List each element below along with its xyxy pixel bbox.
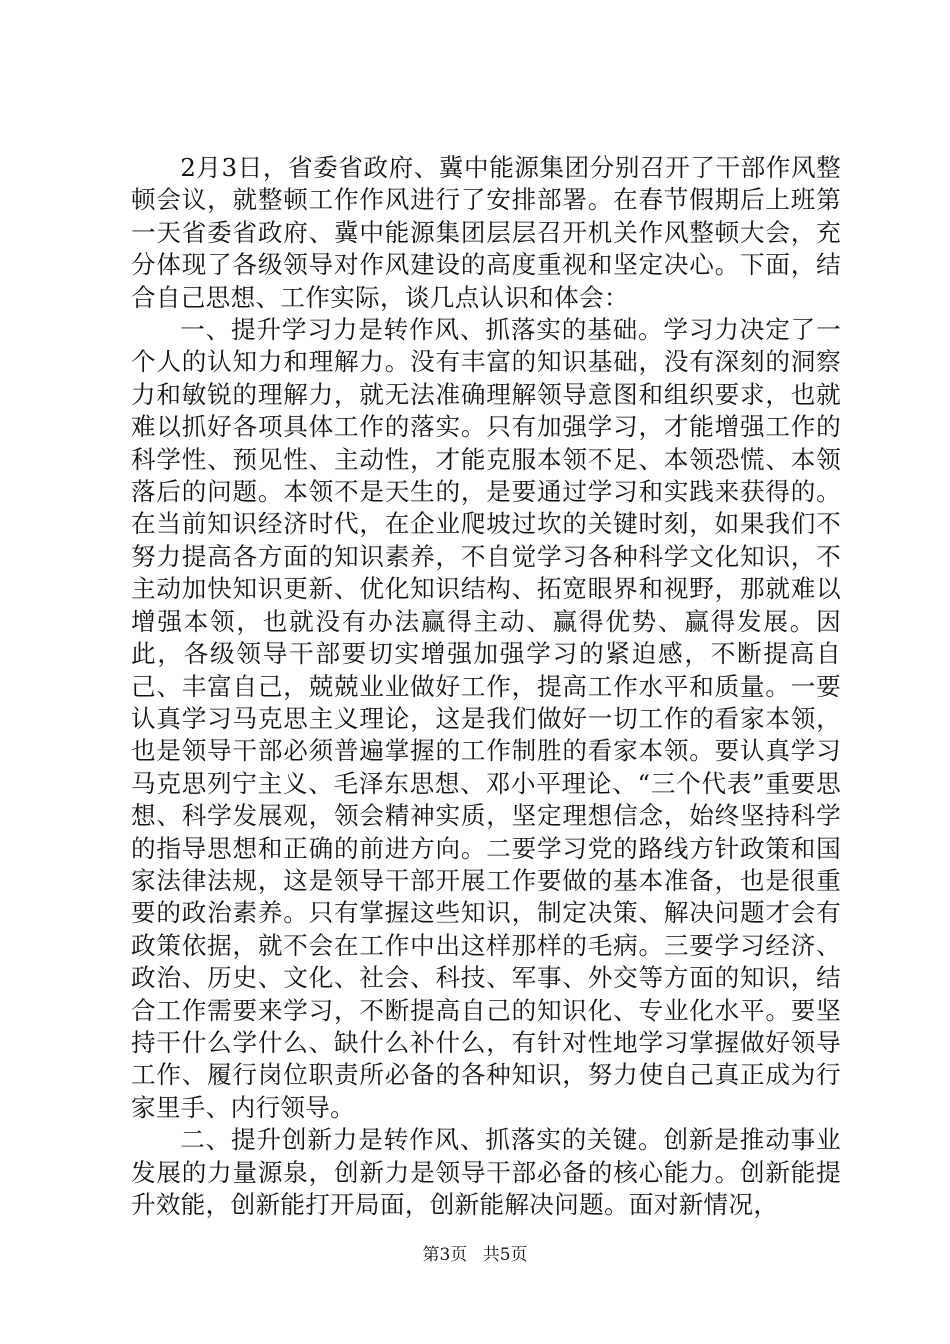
page-number: 第3页: [422, 1245, 468, 1265]
paragraph-intro: 2月3日，省委省政府、冀中能源集团分别召开了干部作风整顿会议，就整顿工作作风进行了安排部署。在春节假期后上班第一天省委省政府、冀中能源集团层层召开机关作风整顿大会，充分体现了各级领导对作风建设的高度重视和坚定决心。下面，结合自己思想、工作实际，谈几点认识和体会：: [131, 153, 841, 312]
paragraph-section-two: 二、提升创新力是转作风、抓落实的关键。创新是推动事业发展的力量源泉，创新力是领导干部必备的核心能力。创新能提升效能，创新能打开局面，创新能解决问题。面对新情况，: [131, 1125, 841, 1219]
paragraph-section-one: 一、提升学习力是转作风、抓落实的基础。学习力决定了一个人的认知力和理解力。没有丰富的知识基础，没有深刻的洞察力和敏锐的理解力，就无法准确理解领导意图和组织要求，也就难以抓好各项具体工作的落实。只有加强学习，才能增强工作的科学性、预见性、主动性，才能克服本领不足、本领恐慌、本领落后的问题。本领不是天生的，是要通过学习和实践来获得的。在当前知识经济时代，在企业爬坡过坎的关键时刻，如果我们不努力提高各方面的知识素养，不自觉学习各种科学文化知识，不主动加快知识更新、优化知识结构、拓宽眼界和视野，那就难以增强本领，也就没有办法赢得主动、赢得优势、赢得发展。因此，各级领导干部要切实增强加强学习的紧迫感，不断提高自己、丰富自己，兢兢业业做好工作，提高工作水平和质量。一要认真学习马克思主义理论，这是我们做好一切工作的看家本领，也是领导干部必须普遍掌握的工作制胜的看家本领。要认真学习马克思列宁主义、毛泽东思想、邓小平理论、“三个代表”重要思想、科学发展观，领会精神实质，坚定理想信念，始终坚持科学的指导思想和正确的前进方向。二要学习党的路线方针政策和国家法律法规，这是领导干部开展工作要做的基本准备，也是很重要的政治素养。只有掌握这些知识，制定决策、解决问题才会有政策依据，就不会在工作中出这样那样的毛病。三要学习经济、政治、历史、文化、社会、科技、军事、外交等方面的知识，结合工作需要来学习，不断提高自己的知识化、专业化水平。要坚持干什么学什么、缺什么补什么，有针对性地学习掌握做好领导工作、履行岗位职责所必备的各种知识，努力使自己真正成为行家里手、内行领导。: [131, 315, 841, 1122]
document-body: [131, 152, 841, 1221]
page-footer: [0, 1244, 950, 1266]
page-total: 共5页: [482, 1245, 528, 1265]
